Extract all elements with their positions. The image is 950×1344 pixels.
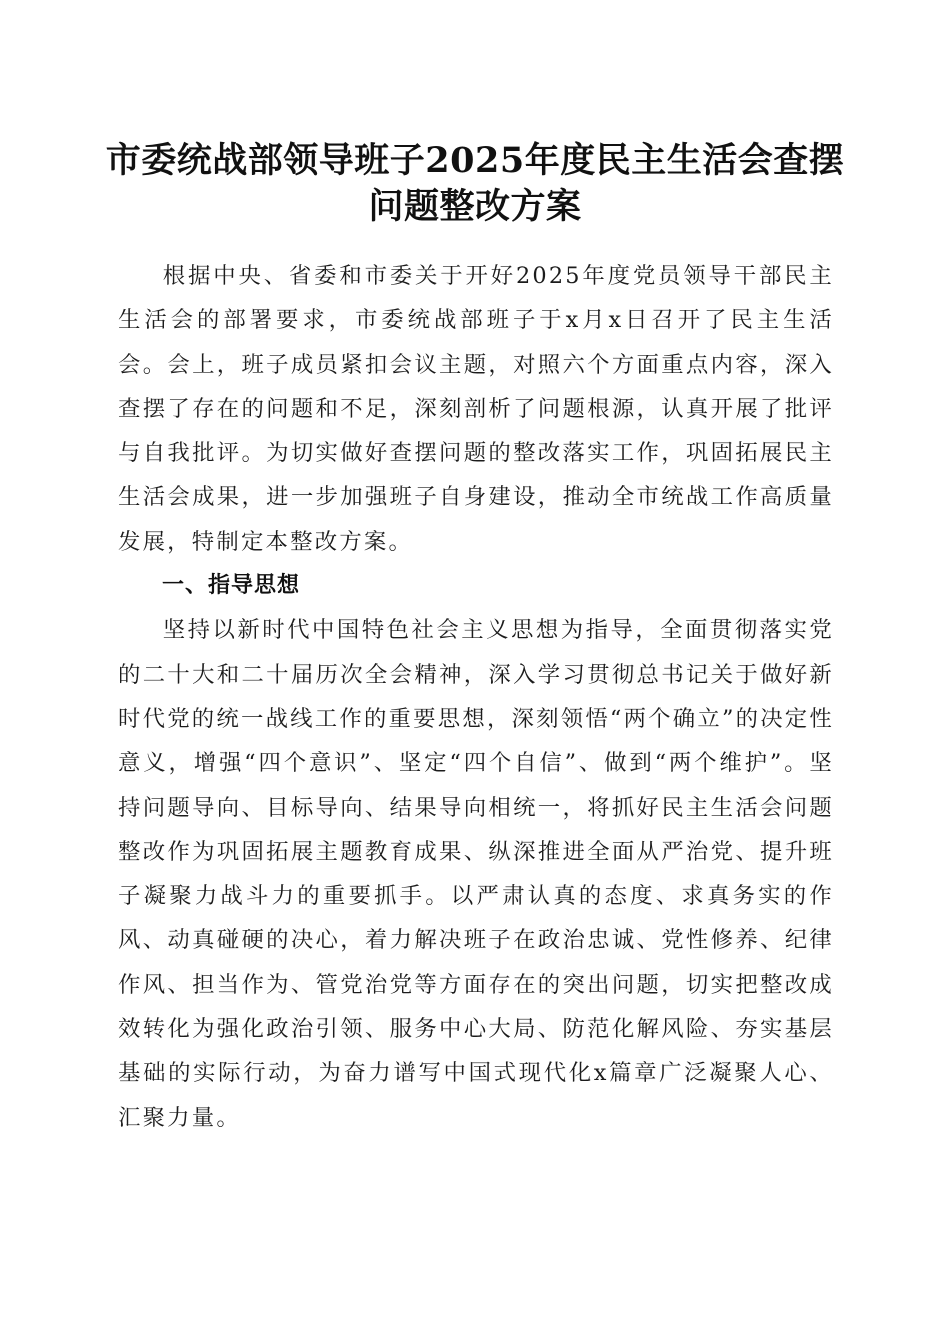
document-body (118, 254, 834, 1140)
section-heading-guiding-ideology: 一、指导思想 (162, 573, 301, 599)
guiding-ideology-paragraph: 坚持以新时代中国特色社会主义思想为指导，全面贯彻落实党的二十大和二十届历次全会精神，深入学习贯彻总书记关于做好新时代党的统一战线工作的重要思想，深刻领悟“两个确立”的决定性意义，增强“四个意识”、坚定“四个自信”、做到“两个维护”。坚持问题导向、目标导向、结果导向相统一，将抓好民主生活会问题整改作为巩固拓展主题教育成果、纵深推进全面从严治党、提升班子凝聚力战斗力的重要抓手。以严肃认真的态度、求真务实的作风、动真碰硬的决心，着力解决班子在政治忠诚、党性修养、纪律作风、担当作为、管党治党等方面存在的突出问题，切实把整改成效转化为强化政治引领、服务中心大局、防范化解风险、夯实基层基础的实际行动，为奋力谱写中国式现代化x篇章广泛凝聚人心、汇聚力量。 (118, 617, 834, 1131)
document-title: 市委统战部领导班子2025年度民主生活会查摆问题整改方案 (105, 140, 845, 227)
intro-paragraph: 根据中央、省委和市委关于开好2025年度党员领导干部民主生活会的部署要求，市委统战部班子于x月x日召开了民主生活会。会上，班子成员紧扣会议主题，对照六个方面重点内容，深入查摆了存在的问题和不足，深刻剖析了问题根源，认真开展了批评与自我批评。为切实做好查摆问题的整改落实工作，巩固拓展民主生活会成果，进一步加强班子自身建设，推动全市统战工作高质量发展，特制定本整改方案。 (118, 263, 834, 555)
